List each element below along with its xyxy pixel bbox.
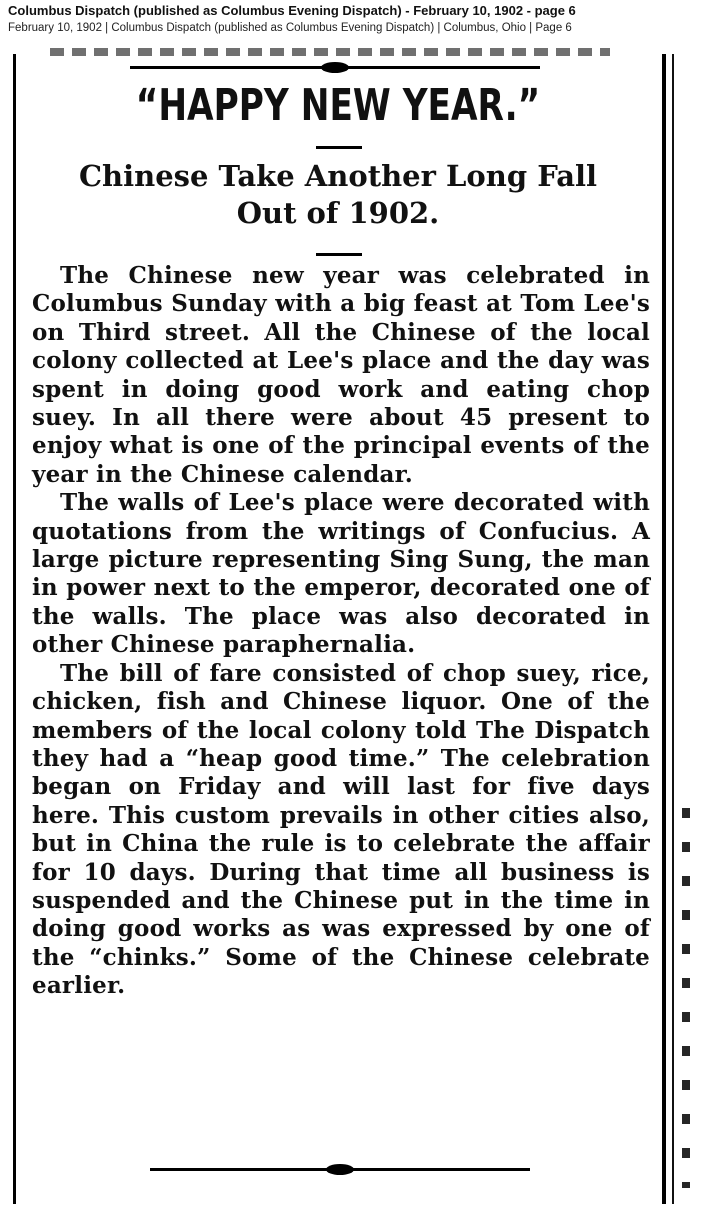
divider-short — [316, 146, 362, 149]
ornamental-rule-bottom — [150, 1163, 530, 1177]
paragraph: The walls of Lee's place were decorated with quotations from the writings of Confucius. A large picture representing Sing Sung, the man in power next to the emperor, decorated one of the walls. The place was also decorated in other Chinese paraphernalia. — [32, 489, 650, 659]
column-rule-right — [662, 54, 666, 1204]
subheadline — [18, 158, 658, 232]
adjacent-column-edge — [682, 808, 690, 1188]
page-subtitle: February 10, 1902 | Columbus Dispatch (published as Columbus Evening Dispatch) | Columbus, Ohio | Page 6 — [8, 22, 572, 34]
divider-short — [316, 253, 362, 256]
page-header — [8, 2, 712, 37]
column-rule-left — [13, 54, 16, 1204]
column-rule-right-thin — [672, 54, 674, 1204]
newspaper-clipping — [10, 48, 690, 1208]
paragraph: The Chinese new year was celebrated in Columbus Sunday with a big feast at Tom Lee's on Third street. All the Chinese of the local colony collected at Lee's place and the day was spent in doing good work and eating chop suey. In all there were about 45 present to enjoy what is one of the principal events of the year in the Chinese calendar. — [32, 262, 650, 488]
headline: “HAPPY NEW YEAR.” — [135, 80, 541, 131]
article-body — [32, 262, 650, 1001]
paragraph: The bill of fare consisted of chop suey, rice, chicken, fish and Chinese liquor. One of the members of the local colony told The Dispatch they had a “heap good time.” The celebration began on Friday and will last for five days here. This custom prevails in other cities also, but in China the rule is to celebrate the affair for 10 days. During that time all business is suspended and the Chinese put in the time in doing good works as was expressed by one of the “chinks.” Some of the Chinese celebrate earlier. — [32, 659, 650, 1000]
subheadline-line-1: Chinese Take Another Long Fall — [78, 159, 598, 193]
ornamental-rule-top — [130, 61, 540, 75]
page-title: Columbus Dispatch (published as Columbus Evening Dispatch) - February 10, 1902 - page 6 — [8, 3, 576, 18]
cut-off-text-fragment — [50, 48, 610, 56]
subheadline-line-2: Out of 1902. — [236, 196, 440, 230]
